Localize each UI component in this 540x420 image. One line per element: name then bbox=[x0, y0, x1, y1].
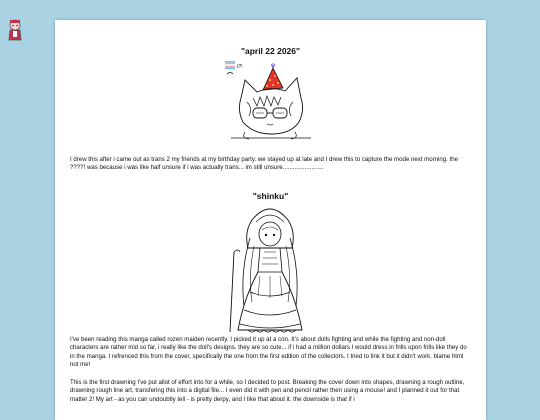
post-title-april: "april 22 2026" bbox=[240, 46, 301, 56]
shinku-doll-drawing bbox=[220, 202, 320, 338]
post-body-drawing-effort: This is the first drawning I've put allot of effort into for a while, so I decided to post. Breaking the cover down into shapes, drawning a rough outline, drawning rough line art, transfering this into a digital file... I even did it with pen and pencil rather then using a mouse! and I planned it out for that matter 2! My art - as you can undoubtly tell - is pretty derpy, and I like that about it. the downside is that if i bbox=[70, 379, 465, 403]
post-title-shinku: "shinku" bbox=[252, 191, 289, 201]
post-body-drawing-effort-wrap bbox=[70, 379, 472, 420]
doll-sprite-icon bbox=[6, 18, 24, 42]
party-cat-drawing bbox=[223, 58, 319, 144]
blog-page bbox=[55, 20, 486, 420]
party-hat-icon bbox=[263, 63, 283, 90]
post-body-april: I drew this after i came out as trans 2 my friends at my birthday party. we stayed up at late and I drew this to capture the mode next morning. the ????! was because i was like half unsure if i was actually trans... im still unsure........................ bbox=[70, 156, 459, 172]
trans-flag-icon bbox=[225, 61, 235, 69]
glasses-icon bbox=[253, 108, 287, 118]
post-body-shinku: I've been reading this manga called rozen maiden recently. I picked it up at a con. It's about dolls fighting and while the fighting and non-doll characters are rather mid so far, i really like the doll's designs. they are so cute... if i had a million dollars I would dress in frills upon frills like they do in the manga. I refrenced this from the cover, specifically the one from the first edition of the collectors. I tried to link it but it didn't work. blame html not me! bbox=[70, 336, 467, 369]
drawing-note: t?! bbox=[237, 64, 243, 70]
